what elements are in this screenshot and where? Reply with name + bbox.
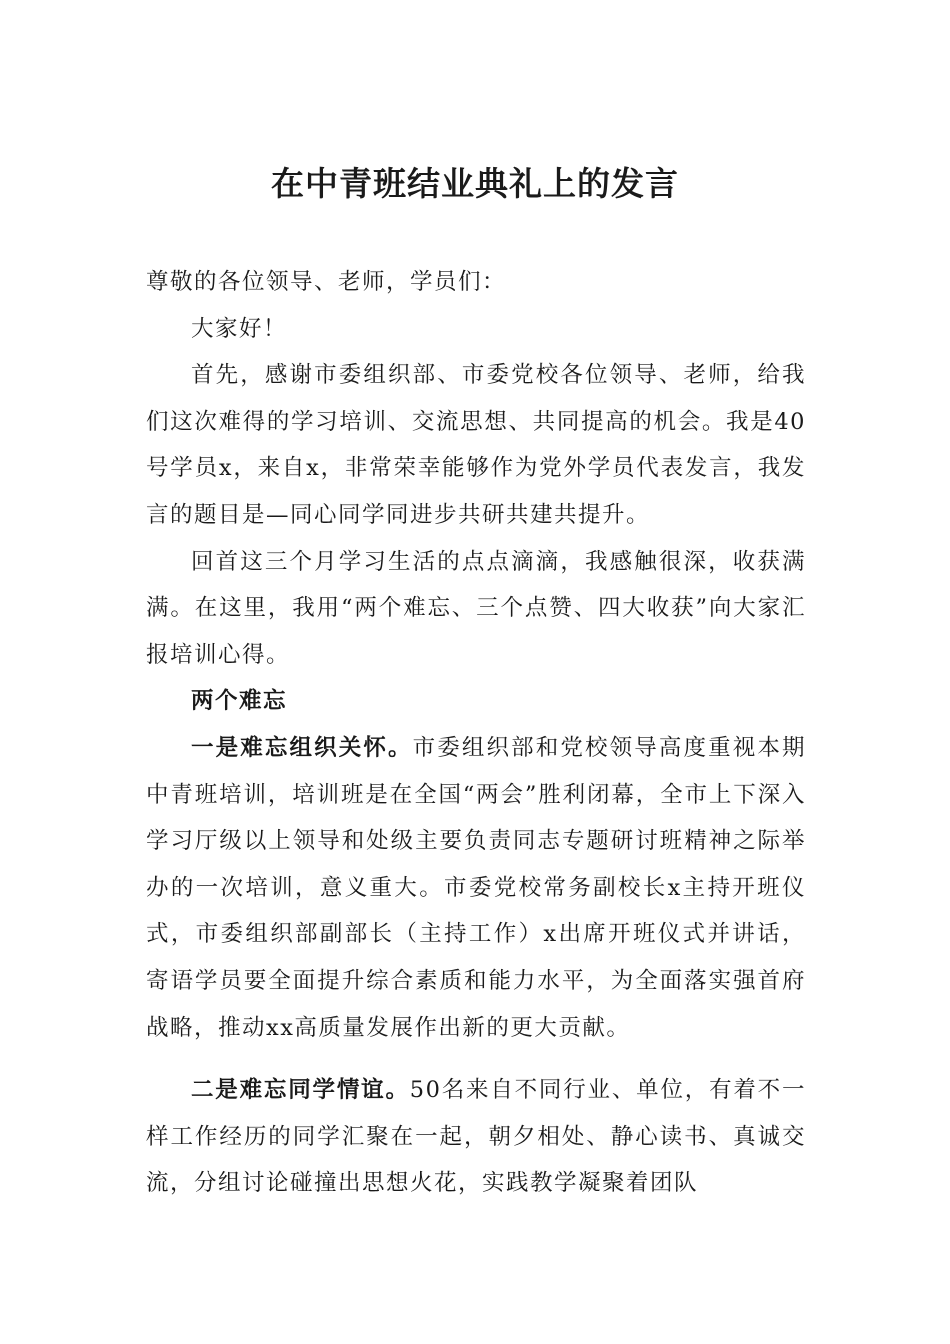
point-lead: 一是难忘组织关怀。: [191, 734, 413, 761]
point-lead: 二是难忘同学情谊。: [191, 1077, 410, 1104]
greeting: 大家好！: [191, 315, 288, 342]
paragraph-review: 回首这三个月学习生活的点点滴滴，我感触很深，收获满满。在这里，我用“两个难忘、三个点赞、四大收获”向大家汇报培训心得。: [146, 548, 806, 668]
section-heading: 两个难忘: [191, 688, 288, 715]
point-text: 50名来自不同行业、单位，有着不一样工作经历的同学汇聚在一起，朝夕相处、静心读书、真诚交流，分组讨论碰撞出思想火花，实践教学凝聚着团队: [146, 1077, 806, 1197]
paragraph-thanks: 首先，感谢市委组织部、市委党校各位领导、老师，给我们这次难得的学习培训、交流思想、共同提高的机会。我是40号学员x，来自x，非常荣幸能够作为党外学员代表发言，我发言的题目是—同心同学同进步共研共建共提升。: [146, 362, 806, 528]
document-body: [146, 259, 806, 1207]
point-text: 市委组织部和党校领导高度重视本期中青班培训，培训班是在全国“两会”胜利闭幕，全市上下深入学习厅级以上领导和处级主要负责同志专题研讨班精神之际举办的一次培训，意义重大。市委党校常务副校长x主持开班仪式，市委组织部副部长（主持工作）x出席开班仪式并讲话，寄语学员要全面提升综合素质和能力水平，为全面落实强首府战略，推动xx高质量发展作出新的更大贡献。: [146, 734, 806, 1041]
document-title: 在中青班结业典礼上的发言: [271, 164, 679, 203]
salutation: 尊敬的各位领导、老师，学员们：: [146, 269, 507, 295]
point-paragraph: [146, 1067, 806, 1207]
point-paragraph: [146, 725, 806, 1051]
